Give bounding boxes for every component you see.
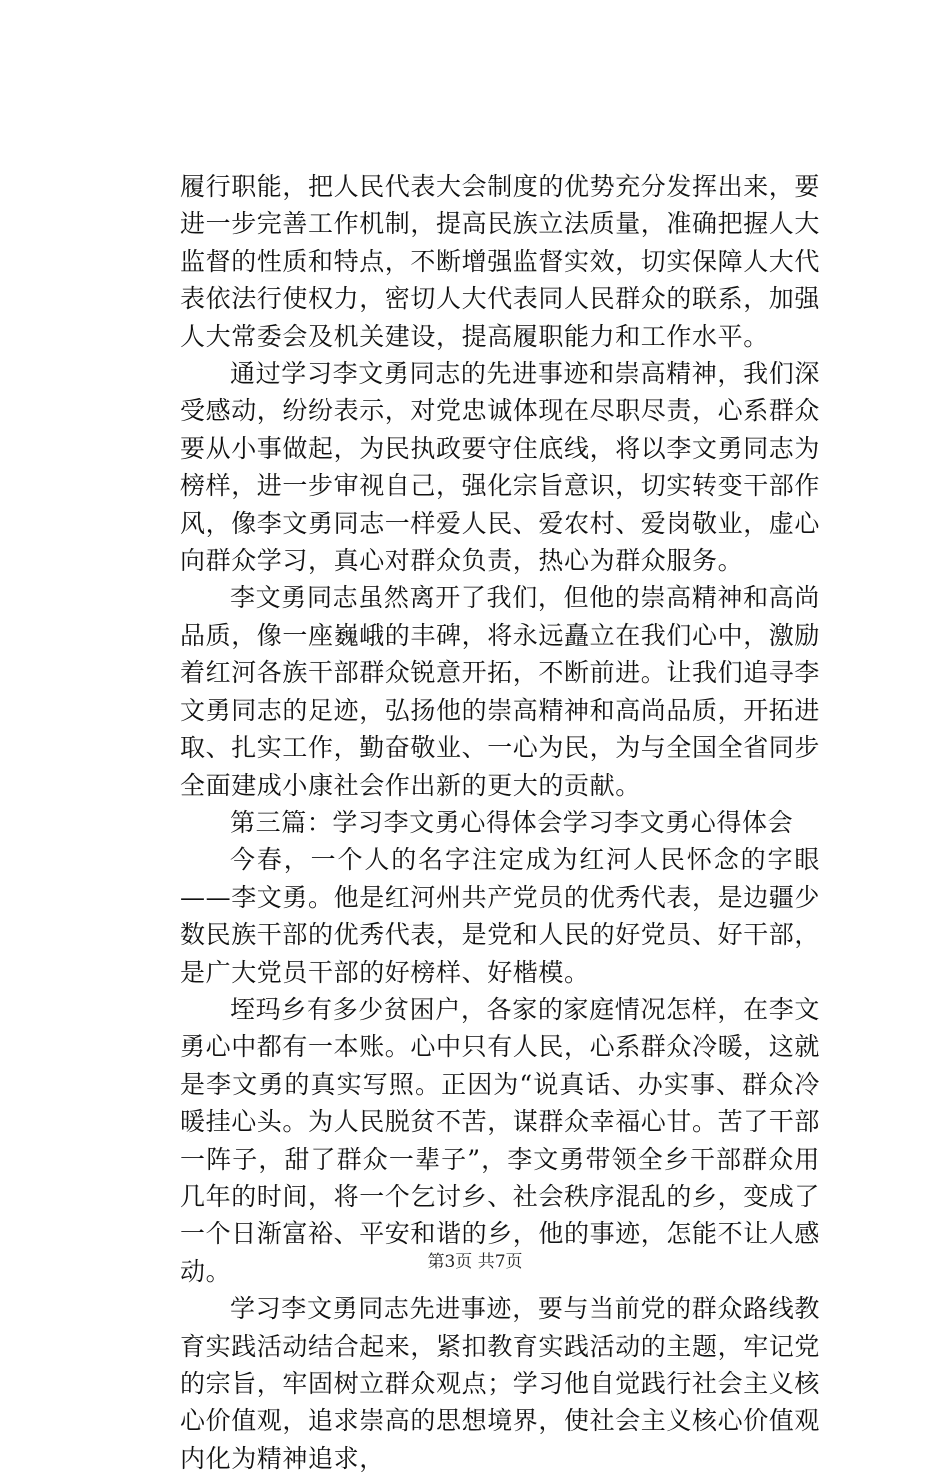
paragraph: 李文勇同志虽然离开了我们，但他的崇高精神和高尚品质，像一座巍峨的丰碑，将永远矗立在我们心中，激励着红河各族干部群众锐意开拓，不断前进。让我们追寻李文勇同志的足迹，弘扬他的崇高精神和高尚品质，开拓进取、扎实工作，勤奋敬业、一心为民，为与全国全省同步全面建成小康社会作出新的更大的贡献。 (180, 583, 821, 800)
page-number: 第3页 共7页 (427, 1252, 523, 1272)
paragraph: 垤玛乡有多少贫困户，各家的家庭情况怎样，在李文勇心中都有一本账。心中只有人民，心系群众冷暖，这就是李文勇的真实写照。正因为“说真话、办实事、群众冷暖挂心头。为人民脱贫不苦，谋群众幸福心甘。苦了干部一阵子，甜了群众一辈子”，李文勇带领全乡干部群众用几年的时间，将一个乞讨乡、社会秩序混乱的乡，变成了一个日渐富裕、平安和谐的乡，他的事迹，怎能不让人感动。 (180, 994, 821, 1286)
paragraph: 通过学习李文勇同志的先进事迹和崇高精神，我们深受感动，纷纷表示，对党忠诚体现在尽职尽责，心系群众要从小事做起，为民执政要守住底线，将以李文勇同志为榜样，进一步审视自己，强化宗旨意识，切实转变干部作风，像李文勇同志一样爱人民、爱农村、爱岗敬业，虚心向群众学习，真心对群众负责，热心为群众服务。 (180, 359, 821, 576)
paragraph: 今春，一个人的名字注定成为红河人民怀念的字眼——李文勇。他是红河州共产党员的优秀代表，是边疆少数民族干部的优秀代表，是党和人民的好党员、好干部，是广大党员干部的好榜样、好楷模。 (180, 845, 821, 987)
section-heading: 第三篇：学习李文勇心得体会学习李文勇心得体会 (230, 807, 794, 837)
paragraph-continuation: 履行职能，把人民代表大会制度的优势充分发挥出来，要进一步完善工作机制，提高民族立法质量，准确把握人大监督的性质和特点，不断增强监督实效，切实保障人大代表依法行使权力，密切人大代表同人民群众的联系，加强人大常委会及机关建设，提高履职能力和工作水平。 (180, 172, 821, 351)
page-footer (0, 1247, 950, 1272)
paragraph: 学习李文勇同志先进事迹，要与当前党的群众路线教育实践活动结合起来，紧扣教育实践活动的主题，牢记党的宗旨，牢固树立群众观点；学习他自觉践行社会主义核心价值观，追求崇高的思想境界，使社会主义核心价值观内化为精神追求， (180, 1294, 821, 1473)
document-body (180, 168, 820, 1477)
